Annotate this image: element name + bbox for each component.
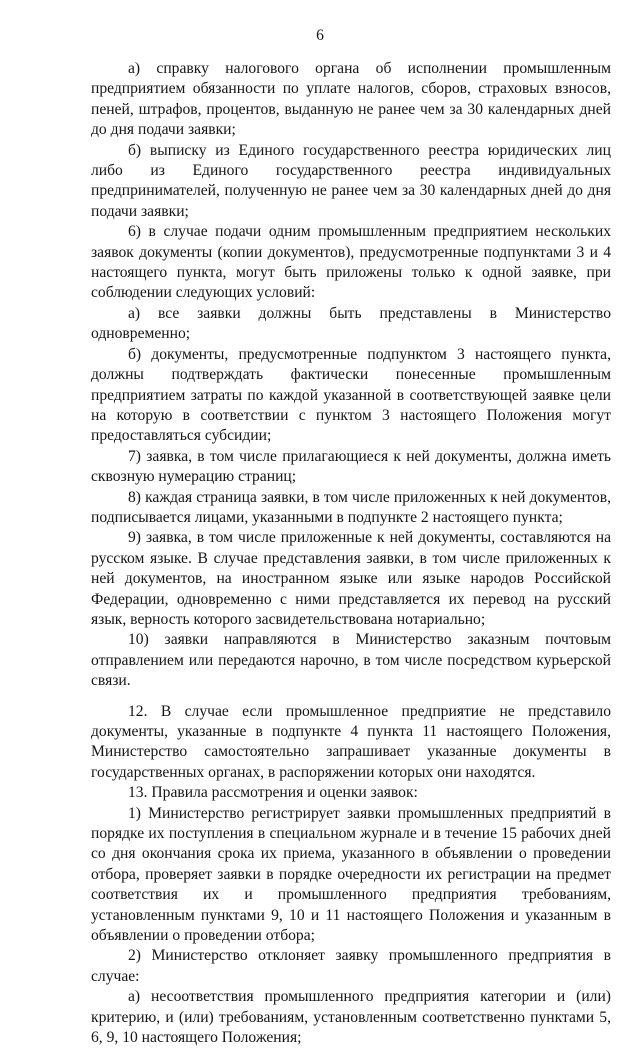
- paragraph-a-tax-certificate: а) справку налогового органа об исполнении промышленным предприятием обязанности по уплате налогов, сборов, страховых взносов, пеней, штрафов, процентов, выданную не ранее чем за 30 календарных дней до дня подачи заявки;: [91, 60, 611, 139]
- paragraph-13-2-a-nonconformity: а) несоответствия промышленного предприятия категории и (или) критерию, и (или) требованиям, установленным соответственно пунктами 5, 6, 9, 10 настоящего Положения;: [91, 988, 611, 1047]
- paragraph-13-rules-heading: 13. Правила рассмотрения и оценки заявок:: [128, 784, 418, 802]
- paragraph-b-registry-extract: б) выписку из Единого государственного реестра юридических лиц либо из Единого государственного реестра индивидуальных предпринимателей, полученную не ранее чем за 30 календарных дней до дня подачи заявки;: [91, 141, 611, 220]
- paragraph-b-documents: б) документы, предусмотренные подпунктом 3 настоящего пункта, должны подтверждать фактически понесенные промышленным предприятием затраты по каждой указанной в соответствующей заявке цели на которую в соответствии с пунктом 3 настоящего Положения могут предоставляться субсидии;: [91, 345, 611, 445]
- paragraph-10-delivery: 10) заявки направляются в Министерство заказным почтовым отправлением или передаются нарочно, в том числе посредством курьерской связи.: [91, 631, 611, 690]
- paragraph-8-signatures: 8) каждая страница заявки, в том числе приложенных к ней документов, подписывается лицами, указанными в подпункте 2 настоящего пункта;: [91, 488, 611, 526]
- paragraph-13-1-registration: 1) Министерство регистрирует заявки промышленных предприятий в порядке их поступления в специальном журнале и в течение 15 рабочих дней со дня окончания срока их приема, указанного в объявлении о проведении отбора, проверяет заявки в порядке очередности их регистрации на предмет соответствия их и промышленного предприятия требованиям, установленным пунктами 9, 10 и 11 настоящего Положения и указанным в объявлении о проведении отбора;: [91, 804, 611, 945]
- paragraph-7-numbering: 7) заявка, в том числе прилагающиеся к ней документы, должна иметь сквозную нумерацию страниц;: [91, 447, 611, 486]
- paragraph-a-simultaneous: а) все заявки должны быть представлены в Министерство одновременно;: [91, 304, 611, 343]
- paragraph-12-requests: 12. В случае если промышленное предприятие не представило документы, указанные в подпункте 4 пункта 11 настоящего Положения, Министерство самостоятельно запрашивает указанные документы в государственных органах, в распоряжении которых они находятся.: [91, 702, 611, 781]
- page-number: 6: [316, 27, 324, 44]
- paragraph-6-multiple-applications: 6) в случае подачи одним промышленным предприятием нескольких заявок документы (копии документов), предусмотренные подпунктами 3 и 4 настоящего пункта, могут быть приложены только к одной заявке, при соблюдении следующих условий:: [91, 223, 611, 302]
- body-text: [91, 59, 611, 1049]
- paragraph-9-language: 9) заявка, в том числе приложенные к ней документы, составляются на русском языке. В случае представления заявки, в том числе приложенных к ней документов, на иностранном языке или языке народов Российской Федерации, одновременно с ними представляется их перевод на русский язык, верность которого засвидетельствована нотариально;: [91, 529, 611, 628]
- paragraph-13-2-rejection: 2) Министерство отклоняет заявку промышленного предприятия в случае:: [91, 947, 611, 985]
